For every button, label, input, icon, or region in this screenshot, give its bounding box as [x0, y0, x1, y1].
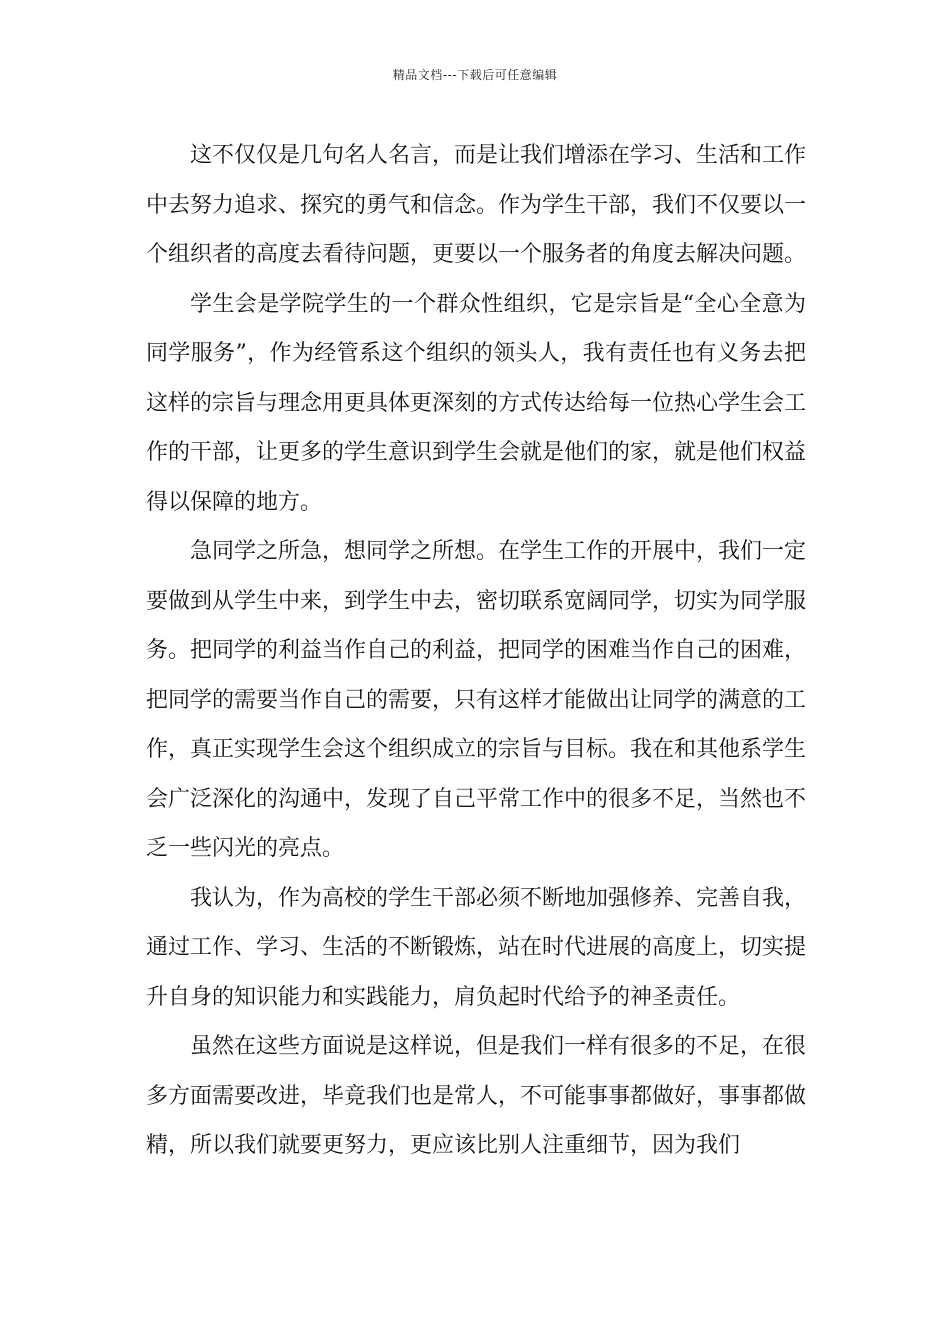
- paragraph-3: 急同学之所急，想同学之所想。在学生工作的开展中，我们一定要做到从学生中来，到学生中去，密切联系宽阔同学，切实为同学服务。把同学的利益当作自己的利益，把同学的困难当作自己的困难，把同学的需要当作自己的需要，只有这样才能做出让同学的满意的工作，真正实现学生会这个组织成立的宗旨与目标。我在和其他系学生会广泛深化的沟通中，发现了自己平常工作中的很多不足，当然也不乏一些闪光的亮点。: [146, 539, 807, 861]
- page-header: 精品文档---下载后可任意编辑: [392, 68, 558, 82]
- paragraph-1: 这不仅仅是几句名人名言，而是让我们增添在学习、生活和工作中去努力追求、探究的勇气和信念。作为学生干部，我们不仅要以一个组织者的高度去看待问题，更要以一个服务者的角度去解决问题。: [146, 143, 807, 267]
- paragraph-4: 我认为，作为高校的学生干部必须不断地加强修养、完善自我，通过工作、学习、生活的不断锻炼，站在时代进展的高度上，切实提升自身的知识能力和实践能力，肩负起时代给予的神圣责任。: [146, 885, 807, 1010]
- paragraph-2: 学生会是学院学生的一个群众性组织，它是宗旨是“全心全意为同学服务”，作为经管系这个组织的领头人，我有责任也有义务去把这样的宗旨与理念用更具体更深刻的方式传达给每一位热心学生会工作的干部，让更多的学生意识到学生会就是他们的家，就是他们权益得以保障的地方。: [146, 291, 807, 515]
- document-body: [146, 131, 806, 1171]
- paragraph-5: 虽然在这些方面说是这样说，但是我们一样有很多的不足，在很多方面需要改进，毕竟我们也是常人，不可能事事都做好，事事都做精，所以我们就要更努力，更应该比别人注重细节，因为我们: [146, 1034, 807, 1158]
